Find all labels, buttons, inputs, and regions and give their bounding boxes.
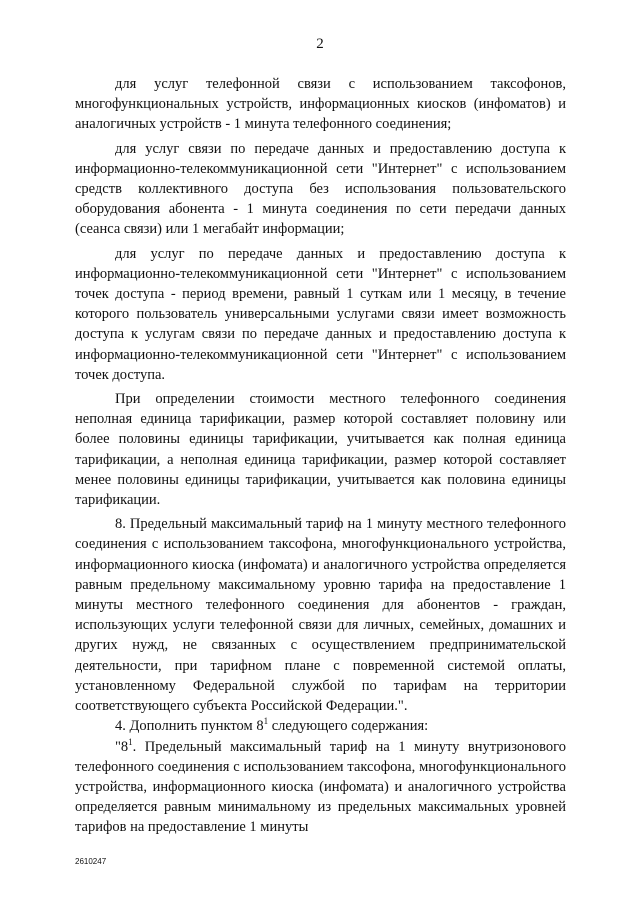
- amendment-text-after: следующего содержания:: [268, 718, 429, 735]
- page-number: 2: [316, 36, 324, 52]
- paragraph-collective-access-unit: для услуг связи по передаче данных и предоставлению доступа к информационно-телекоммуникационной сети "Интернет" с использованием средств коллективного доступа без использования пользовательского оборудования абонента - 1 минута соединения по сети передачи данных (сеанса связи) или 1 мегабайт информации;: [75, 140, 566, 238]
- paragraph-point-8: 8. Предельный максимальный тариф на 1 минуту местного телефонного соединения с использованием таксофона, многофункционального устройства, информационного киоска (инфомата) и аналогичного устройства определяется равным предельному максимальному уровню тарифа на предоставление 1 минуты местного телефонного соединения для абонентов - граждан, использующих услуги телефонной связи для личных, семейных, домашних и других нужд, не связанных с осуществлением предпринимательской деятельности, при тарифном плане с повременной системой оплаты, установленному Федеральной службой по тарифам на территории соответствующего субъекта Российской Федерации.".: [75, 516, 566, 715]
- new-point-text-after: . Предельный максимальный тариф на 1 минуту внутризонового телефонного соединения с использованием таксофона, многофункционального устройства, информационного киоска (инфомата) и аналогичного устройства определяется равным минимальному из предельных максимальных уровней тарифов на предоставление 1 минуты: [75, 738, 566, 836]
- document-code: 2610247: [75, 857, 107, 866]
- paragraph-amendment-4: [75, 716, 566, 736]
- amendment-superscript: 1: [263, 716, 269, 727]
- paragraph-payphone-unit: для услуг телефонной связи с использованием таксофонов, многофункциональных устройств, информационных киосков (инфоматов) и аналогичных устройств - 1 минута телефонного соединения;: [75, 76, 566, 133]
- paragraph-access-point-unit: для услуг по передаче данных и предоставлению доступа к информационно-телекоммуникационной сети "Интернет" с использованием точек доступа - период времени, равный 1 суткам или 1 месяцу, в течение которого пользователь универсальными услугами связи имеет возможность доступа к услугам связи по передаче данных и предоставлению доступа к информационно-телекоммуникационной сети "Интернет" с использованием точек доступа.: [75, 245, 566, 383]
- new-point-superscript: 1: [128, 736, 133, 747]
- paragraph-point-8-1: [75, 737, 566, 838]
- document-body: [75, 74, 566, 838]
- paragraph-tariff-rounding: При определении стоимости местного телефонного соединения неполная единица тарификации, размер которой составляет половину или более половины единицы тарификации, учитывается как полная единица тарификации, а неполная единица тарификации, размер которой составляет менее половины единицы тарификации, учитывается как половина единицы тарификации.: [75, 391, 566, 509]
- new-point-text-before: "8: [115, 738, 129, 755]
- amendment-text-before: 4. Дополнить пунктом 8: [115, 718, 264, 735]
